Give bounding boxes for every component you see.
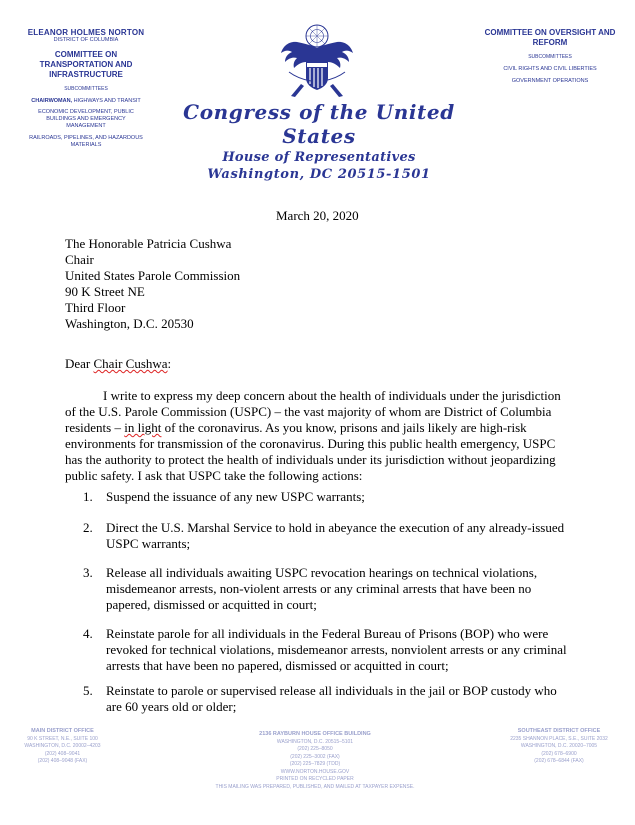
footer-line: PRINTED ON RECYCLED PAPER — [276, 776, 354, 782]
footer-disclaimer: THIS MAILING WAS PREPARED, PUBLISHED, AND MAILED AT TAXPAYER EXPENSE. — [215, 783, 415, 790]
list-item — [83, 489, 365, 505]
committee-line: INFRASTRUCTURE — [49, 70, 123, 79]
footer-heading: 2136 RAYBURN HOUSE OFFICE BUILDING — [259, 731, 371, 737]
subcommittees-label: SUBCOMMITTEES — [528, 54, 572, 60]
list-text: are 60 years old or older; — [106, 699, 237, 714]
letterhead-left — [10, 28, 162, 149]
list-item — [83, 683, 557, 715]
salutation-suffix: : — [167, 356, 172, 371]
subcommittee-line: MATERIALS — [70, 142, 102, 148]
list-number: 2. — [83, 520, 93, 535]
subcommittee-gov-ops: GOVERNMENT OPERATIONS — [511, 78, 589, 84]
list-number: 3. — [83, 565, 93, 580]
paragraph-line: of the U.S. Parole Commission (USPC) – the vast majority of whom are District of Columbia — [65, 404, 552, 419]
subcommittee-line: MANAGEMENT — [66, 123, 106, 129]
city-line: Washington, DC 20515-1501 — [207, 167, 431, 182]
committee-name-right — [476, 28, 624, 48]
chairwoman-label: CHAIRWOMAN, — [31, 98, 73, 104]
footer-line: (202) 408–9041 — [44, 750, 81, 757]
subcommittee-rail — [10, 135, 162, 149]
footer-southeast-district-office — [488, 728, 630, 766]
address-line: United States Parole Commission — [65, 268, 241, 283]
address-line: The Honorable Patricia Cushwa — [65, 236, 232, 251]
chairwoman-sub: HIGHWAYS AND TRANSIT — [72, 98, 141, 104]
address-line: Third Floor — [65, 300, 126, 315]
paragraph-line: has the authority to protect the health of individuals under its jurisdiction without jeopardizing — [65, 452, 556, 467]
list-text: Reinstate to parole or supervised release all individuals in the jail or BOP custody who — [106, 683, 557, 698]
committee-name-left — [10, 50, 162, 80]
paragraph-fragment: residents – — [65, 420, 125, 435]
paragraph-line: public safety. I ask that USPC take the following actions: — [65, 468, 363, 483]
paragraph-fragment: of the coronavirus. As you know, prisons and jails likely are high-risk — [161, 420, 527, 435]
subcommittee-line: ECONOMIC DEVELOPMENT, PUBLIC — [38, 109, 134, 115]
list-text: Suspend the issuance of any new USPC warrants; — [106, 489, 365, 504]
committee-line: TRANSPORTATION AND — [39, 60, 133, 69]
footer-line: (202) 225–8050 — [297, 746, 333, 752]
committee-line: REFORM — [532, 38, 568, 47]
member-district: DISTRICT OF COLUMBIA — [53, 37, 119, 43]
salutation-name: Chair Cushwa — [93, 356, 168, 371]
address-line: Chair — [65, 252, 94, 267]
list-item — [83, 626, 567, 674]
list-text: Direct the U.S. Marshal Service to hold in abeyance the execution of any already-issued — [106, 520, 565, 535]
subcommittee-line: BUILDINGS AND EMERGENCY — [46, 116, 126, 122]
subcommittees-label: SUBCOMMITTEES — [64, 86, 108, 92]
paragraph-line: I write to express my deep concern about the health of individuals under the jurisdiction — [103, 388, 561, 403]
footer-line: (202) 408–9048 (FAX) — [37, 758, 88, 764]
list-item — [83, 565, 537, 613]
footer-line: (202) 225–7829 (TDD) — [289, 761, 341, 767]
footer-line: WASHINGTON, D.C. 20020–7005 — [520, 743, 598, 749]
house-subtitle: House of Representatives — [222, 150, 416, 165]
address-line: 90 K Street NE — [65, 284, 145, 299]
committee-line: COMMITTEE ON — [54, 50, 118, 59]
body-paragraph — [65, 388, 585, 484]
paragraph-line — [65, 420, 585, 436]
list-text: papered, dismissed or acquitted in court; — [106, 597, 317, 612]
footer-main-district-office — [5, 728, 120, 766]
footer-line: WASHINGTON, D.C. 20002–4203 — [24, 743, 101, 749]
letterhead-right — [476, 28, 624, 84]
paragraph-line: environments for transmission of the coronavirus. During this public health emergency, USPC — [65, 436, 556, 451]
chairwoman-line — [10, 98, 162, 104]
list-number: 1. — [83, 489, 93, 504]
member-name: ELEANOR HOLMES NORTON — [27, 28, 145, 37]
list-text: USPC warrants; — [106, 536, 191, 551]
footer-line: (202) 678–6900 — [541, 750, 577, 757]
list-text: misdemeanor arrests, non-violent arrests or any criminal arrests that have been no — [106, 581, 532, 596]
subcommittee-econ — [10, 109, 162, 130]
footer-rayburn-office — [200, 731, 430, 791]
letter-date: March 20, 2020 — [276, 208, 359, 223]
footer-line: 90 K STREET, N.E., SUITE 100 — [27, 735, 98, 742]
salutation-prefix: Dear — [65, 356, 94, 371]
address-line: Washington, D.C. 20530 — [65, 316, 194, 331]
list-number: 4. — [83, 626, 93, 641]
list-text: revoked for technical violations, misdemeanor arrests, nonviolent arrests or any criminal — [106, 642, 567, 657]
footer-line: WWW.NORTON.HOUSE.GOV — [280, 768, 350, 775]
subcommittee-civil-rights: CIVIL RIGHTS AND CIVIL LIBERTIES — [503, 66, 597, 72]
list-text: Reinstate parole for all individuals in the Federal Bureau of Prisons (BOP) who were — [106, 626, 549, 641]
list-item — [83, 520, 564, 552]
great-seal-icon — [277, 22, 357, 102]
footer-line: WASHINGTON, D.C. 20515–5101 — [276, 738, 354, 745]
salutation — [65, 356, 171, 372]
footer-line: (202) 678–6844 (FAX) — [534, 758, 584, 764]
committee-line: COMMITTEE ON OVERSIGHT AND — [484, 28, 616, 37]
footer-line: (202) 225–3002 (FAX) — [290, 753, 340, 760]
footer-line: 2235 SHANNON PLACE, S.E., SUITE 2032 — [510, 735, 608, 742]
list-text: arrests that have been no papered, dismissed or acquitted in court; — [106, 658, 449, 673]
congress-title: Congress of the United States — [183, 100, 455, 148]
footer-heading: SOUTHEAST DISTRICT OFFICE — [517, 728, 601, 734]
subcommittee-line: RAILROADS, PIPELINES, AND HAZARDOUS — [29, 135, 143, 141]
list-number: 5. — [83, 683, 93, 698]
recipient-address — [65, 236, 240, 332]
list-text: Release all individuals awaiting USPC revocation hearings on technical violations, — [106, 565, 538, 580]
paragraph-fragment: in light — [124, 420, 162, 435]
letterhead-title-block — [160, 100, 478, 183]
footer-heading: MAIN DISTRICT OFFICE — [31, 728, 94, 734]
